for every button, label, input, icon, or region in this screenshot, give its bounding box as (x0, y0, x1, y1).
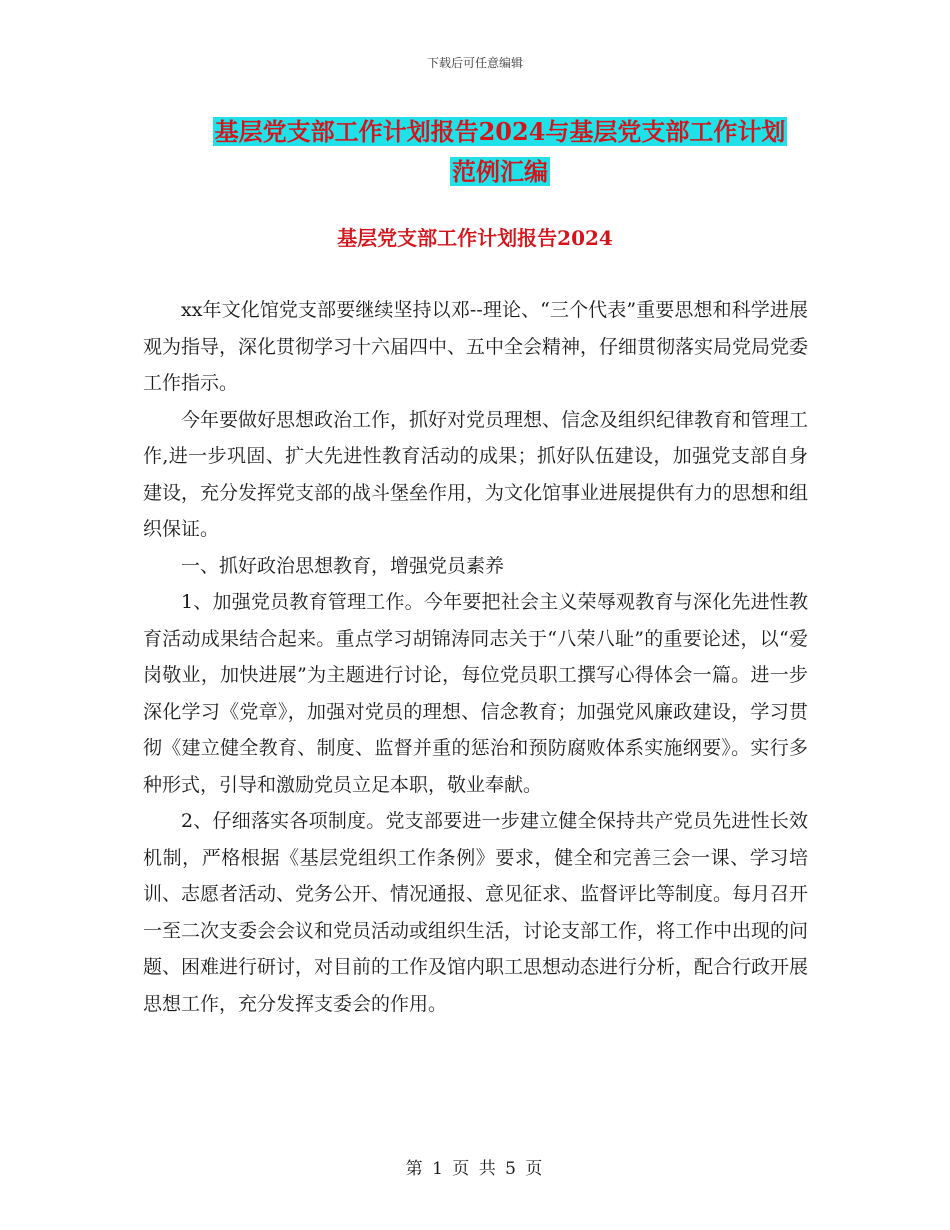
paragraph-item-2: 2、仔细落实各项制度。党支部要进一步建立健全保持共产党员先进性长效机制，严格根据《基层党组织工作条例》要求，健全和完善三会一课、学习培训、志愿者活动、党务公开、情况通报、意见征求、监督评比等制度。每月召开一至二次支委会会议和党员活动或组织生活，讨论支部工作，将工作中出现的问题、困难进行研讨，对目前的工作及馆内职工思想动态进行分析，配合行政开展思想工作，充分发挥支委会的作用。 (143, 810, 809, 1015)
main-title-line1: 基层党支部工作计划报告2024与基层党支部工作计划 (214, 117, 786, 146)
paragraph-intro: xx年文化馆党支部要继续坚持以邓--理论、“三个代表”重要思想和科学进展观为指导，深化贯彻学习十六届四中、五中全会精神，仔细贯彻落实局党局党委工作指示。 (143, 299, 809, 394)
main-title-line2: 范例汇编 (452, 157, 548, 186)
header-note: 下载后可任意编辑 (426, 56, 523, 70)
paragraph-heading-1: 一、抓好政治思想教育，增强党员素养 (181, 554, 505, 577)
main-title (120, 112, 880, 192)
section-title: 基层党支部工作计划报告2024 (337, 226, 613, 250)
body-text (143, 292, 808, 1022)
paragraph-goals: 今年要做好思想政治工作，抓好对党员理想、信念及组织纪律教育和管理工作,进一步巩固、扩大先进性教育活动的成果；抓好队伍建设，加强党支部自身建设，充分发挥党支部的战斗堡垒作用，为文化馆事业进展提供有力的思想和组织保证。 (143, 408, 809, 540)
paragraph-item-1: 1、加强党员教育管理工作。今年要把社会主义荣辱观教育与深化先进性教育活动成果结合起来。重点学习胡锦涛同志关于“八荣八耻”的重要论述，以“爱岗敬业，加快进展”为主题进行讨论，每位党员职工撰写心得体会一篇。进一步深化学习《党章》，加强对党员的理想、信念教育；加强党风廉政建设，学习贯彻《建立健全教育、制度、监督并重的惩治和预防腐败体系实施纲要》。实行多种形式，引导和激励党员立足本职，敬业奉献。 (143, 591, 808, 796)
page-footer: 第 1 页 共 5 页 (405, 1159, 545, 1179)
